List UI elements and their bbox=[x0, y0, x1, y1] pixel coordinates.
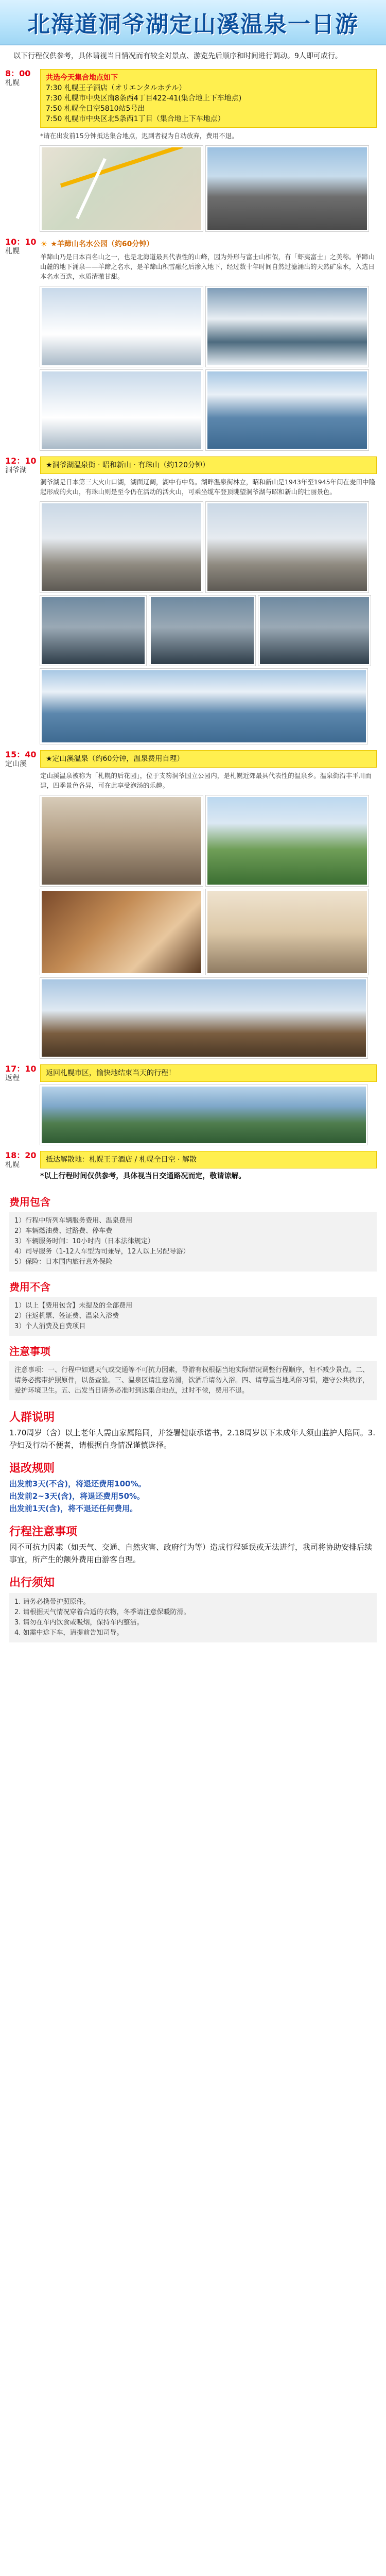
lake-panorama-photo bbox=[40, 669, 367, 744]
itinerary-row bbox=[5, 1148, 377, 1187]
notes-heading: 注意事项 bbox=[9, 1345, 50, 1358]
place-label: 札幌 bbox=[5, 1161, 20, 1169]
intro-text: 以下行程仅供参考，具体请视当日情况而有较全对景点、游览先后顺序和时间进行调动。9人即可成行。 bbox=[13, 52, 342, 60]
temple-photo bbox=[40, 978, 367, 1058]
itinerary-row bbox=[5, 234, 377, 453]
meeting-note: *请在出发前15分钟抵达集合地点，迟到者视为自动放弃，费用不退。 bbox=[40, 132, 238, 140]
meeting-heading: 共选今天集合地点如下 bbox=[46, 74, 118, 82]
crowd-text: 1.70周岁（含）以上老年人需由家属陪同，并签署健康承诺书。2.18周岁以下未成年人须由监护人陪同。3.孕妇及行动不便者，请根据自身情况谨慎选择。 bbox=[9, 1428, 376, 1450]
stop-title bbox=[40, 239, 377, 249]
time-col bbox=[5, 234, 40, 453]
stop-content bbox=[40, 453, 377, 747]
stop-title-box: 返回札幌市区，愉快地结束当天的行程！ bbox=[40, 1064, 377, 1082]
place-label: 返程 bbox=[5, 1074, 20, 1082]
photo-grid bbox=[40, 370, 377, 450]
stop-title-text: ★羊蹄山名水公园（约60分钟） bbox=[50, 240, 154, 248]
place-label: 定山溪 bbox=[5, 760, 27, 768]
photo-grid bbox=[40, 146, 377, 231]
map-photo bbox=[40, 146, 203, 231]
place-label: 洞爷湖 bbox=[5, 466, 27, 474]
time-col bbox=[5, 1061, 40, 1148]
list-item: 4）司导服务（1-12人车型为司兼导，12人以上另配导游） bbox=[14, 1248, 190, 1256]
photo-grid bbox=[40, 795, 377, 886]
stop-desc: 羊蹄山乃是日本百名山之一，也是北海道最具代表性的山峰，因为外形与富士山相似，有「虾夷富士」之美称。羊蹄山山麓的地下涌泉——羊蹄之名水，是羊蹄山积雪融化后渗入地下，经过数十年时间自然过滤涌出的天然矿泉水，入选日本名水百选，水质清澈甘甜。 bbox=[40, 253, 375, 280]
depart-item: 3. 请勿在车内饮食或吸烟，保持车内整洁。 bbox=[14, 1619, 144, 1626]
onsen-photo bbox=[40, 795, 203, 886]
river-photo bbox=[206, 286, 369, 367]
fees-include-box bbox=[9, 1212, 377, 1272]
onsen-photo bbox=[206, 795, 369, 886]
photo-grid bbox=[40, 889, 377, 975]
seal-photo bbox=[258, 596, 371, 666]
list-item: 2）车辆燃油费、过路费、停车费 bbox=[14, 1227, 113, 1235]
aerial-photo bbox=[40, 1085, 367, 1145]
depart-item: 4. 如需中途下车，请提前告知司导。 bbox=[14, 1629, 124, 1637]
time-label: 10：10 bbox=[5, 237, 37, 247]
time-col bbox=[5, 453, 40, 747]
refund-body bbox=[9, 1478, 377, 1515]
building-photo bbox=[40, 502, 203, 592]
adjust-heading: 行程注意事项 bbox=[9, 1526, 78, 1538]
refund-heading: 退改规则 bbox=[9, 1462, 55, 1475]
time-label: 18：20 bbox=[5, 1150, 37, 1160]
stop-title-box: ★定山溪温泉（约60分钟，温泉费用自理） bbox=[40, 750, 377, 768]
seal-photo bbox=[40, 596, 146, 666]
stop-content bbox=[40, 1148, 377, 1187]
stop-title-box: ★洞爷湖温泉街 · 昭和新山 · 有珠山（约120分钟） bbox=[40, 456, 377, 474]
fees-exclude-box bbox=[9, 1297, 377, 1336]
lake-photo bbox=[206, 370, 369, 450]
fees-include-heading: 费用包含 bbox=[9, 1196, 50, 1208]
list-item: 2）往返机票、签证费、温泉入浴费 bbox=[14, 1312, 119, 1320]
snow-photo bbox=[40, 286, 203, 367]
list-item: 1）行程中所列车辆服务费用、温泉费用 bbox=[14, 1217, 133, 1225]
photo-grid bbox=[40, 596, 377, 666]
meeting-box bbox=[40, 69, 377, 128]
photo-grid bbox=[40, 978, 377, 1058]
crowd-body bbox=[9, 1427, 377, 1451]
stop-content bbox=[40, 1061, 377, 1148]
itinerary-row bbox=[5, 453, 377, 747]
photo-grid bbox=[40, 502, 377, 592]
time-label: 8：00 bbox=[5, 69, 31, 78]
adjust-text: 因不可抗力因素（如天气、交通、自然灾害、政府行为等）造成行程延误或无法进行，我司将协助安排后续事宜，所产生的额外费用由游客自理。 bbox=[9, 1543, 373, 1564]
list-item: 1）以上【费用包含】未提及的全部费用 bbox=[14, 1302, 133, 1310]
itinerary-row-start bbox=[5, 66, 377, 234]
stop-desc: 洞爷湖是日本第三大火山口湖，湖面辽阔，湖中有中岛。湖畔温泉街林立，昭和新山是1943年至1945年间在麦田中隆起形成的火山，有珠山则是至今仍在活动的活火山，可乘坐缆车登顶眺望洞爷湖与昭和新山的壮丽景色。 bbox=[40, 478, 376, 496]
itinerary-row bbox=[5, 747, 377, 1061]
depart-heading: 出行须知 bbox=[9, 1577, 55, 1589]
notes-box bbox=[9, 1361, 377, 1400]
depart-item: 2. 请根据天气情况穿着合适的衣物，冬季请注意保暖防滑。 bbox=[14, 1608, 190, 1616]
bottom-spacer bbox=[0, 1646, 386, 1650]
photo-grid bbox=[40, 1085, 377, 1145]
list-item: 5）保险：日本国内旅行意外保险 bbox=[14, 1258, 113, 1266]
room-photo bbox=[206, 889, 369, 975]
photo-grid bbox=[40, 669, 377, 744]
meeting-point: 7:50 札幌市中央区北5条西1丁目（集合地上下车地点） bbox=[46, 115, 225, 123]
stop-desc: 定山溪温泉被称为「札幌的后花园」，位于支笏洞爷国立公园内，是札幌近郊最具代表性的温泉乡。温泉街沿丰平川而建，四季景色各异，可在此享受泡汤的乐趣。 bbox=[40, 772, 372, 789]
list-item: 3）个人消费及自费项目 bbox=[14, 1323, 86, 1330]
fees-exclude-heading: 费用不含 bbox=[9, 1281, 50, 1293]
list-item: 3）车辆服务时间：10小时内（日本法律规定） bbox=[14, 1238, 154, 1245]
itinerary-row bbox=[5, 1061, 377, 1148]
stop-title-box: 抵达解散地：札幌王子酒店 / 札幌全日空 · 解散 bbox=[40, 1151, 377, 1168]
sun-icon: ☀ bbox=[40, 239, 48, 249]
depart-box bbox=[9, 1593, 377, 1642]
snow-photo bbox=[40, 370, 203, 450]
time-col bbox=[5, 747, 40, 1061]
banner bbox=[0, 0, 386, 45]
stop-content bbox=[40, 234, 377, 453]
photo-grid bbox=[40, 286, 377, 367]
stop-content bbox=[40, 747, 377, 1061]
meeting-point: 7:50 札幌全日空5810站5号出 bbox=[46, 105, 145, 113]
meeting-point: 7:30 札幌王子酒店（オリエンタルホテル） bbox=[46, 84, 186, 92]
page-title: 北海道洞爷湖定山溪温泉一日游 bbox=[27, 11, 359, 38]
time-label: 12：10 bbox=[5, 456, 37, 466]
seal-photo bbox=[149, 596, 255, 666]
time-label: 15：40 bbox=[5, 750, 37, 759]
time-col bbox=[5, 1148, 40, 1187]
stop-desc: *以上行程时间仅供参考，具体视当日交通路况而定，敬请谅解。 bbox=[40, 1172, 246, 1180]
building-photo bbox=[206, 502, 369, 592]
refund-item: 出发前2~3天(含)，将退还费用50%。 bbox=[9, 1492, 145, 1501]
place-label: 札幌 bbox=[5, 79, 20, 87]
meeting-content bbox=[40, 66, 377, 234]
depart-item: 1. 请务必携带护照原件。 bbox=[14, 1598, 90, 1606]
time-col bbox=[5, 66, 40, 234]
notes-body: 注意事项：一、行程中如遇天气或交通等不可抗力因素，导游有权根据当地实际情况调整行程顺序，但不减少景点。二、请务必携带护照原件，以备查验。三、温泉区请注意防滑，饮酒后请勿入浴。四、请尊重当地风俗习惯，遵守公共秩序，爱护环境卫生。五、出发当日请务必准时到达集合地点，过时不候，费用不退。 bbox=[14, 1366, 370, 1395]
place-label: 札幌 bbox=[5, 247, 20, 256]
crowd-heading: 人群说明 bbox=[9, 1411, 55, 1424]
road-photo bbox=[206, 146, 369, 231]
refund-item: 出发前3天(不含)，将退还费用100%。 bbox=[9, 1479, 146, 1488]
time-label: 17：10 bbox=[5, 1064, 37, 1074]
adjust-body bbox=[9, 1541, 377, 1566]
refund-item: 出发前1天(含)，将不退还任何费用。 bbox=[9, 1504, 138, 1513]
meeting-point: 7:30 札幌市中央区南8条西4丁目422-41(集合地上下车地点) bbox=[46, 94, 242, 103]
dinner-photo bbox=[40, 889, 203, 975]
